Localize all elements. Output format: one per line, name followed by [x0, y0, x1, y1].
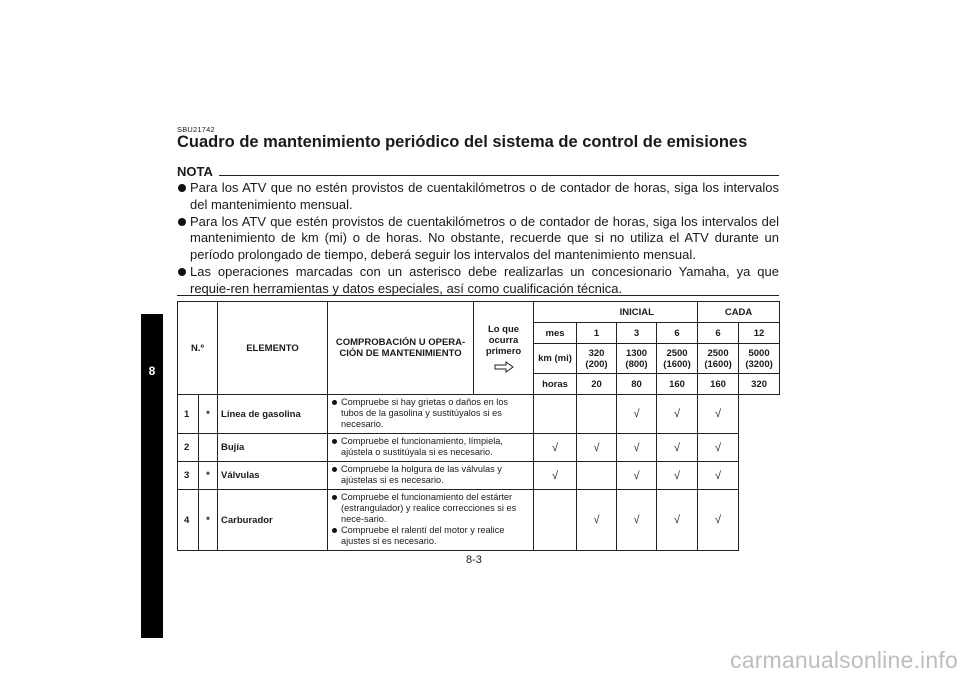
check-mark: √ — [657, 490, 698, 551]
check-mark: √ — [617, 462, 657, 490]
bullet-icon — [178, 268, 186, 276]
nota-item — [177, 214, 779, 264]
chapter-tab — [141, 314, 163, 638]
bullet-icon — [332, 528, 337, 533]
interval-value: 6 — [698, 323, 739, 344]
bullet-icon — [178, 184, 186, 192]
nota-divider — [219, 175, 779, 176]
nota-item — [177, 264, 779, 298]
row-number: 4 — [178, 490, 199, 551]
nota-header — [177, 164, 779, 180]
interval-value: 1 — [577, 323, 617, 344]
check-mark: √ — [698, 462, 739, 490]
bullet-icon — [332, 439, 337, 444]
check-item — [331, 525, 530, 547]
interval-value: 80 — [617, 374, 657, 395]
check-mark: √ — [617, 395, 657, 434]
table-row — [178, 395, 780, 434]
check-mark: √ — [617, 490, 657, 551]
maintenance-table — [177, 301, 780, 551]
interval-value: 12 — [739, 323, 780, 344]
interval-value: 3 — [617, 323, 657, 344]
row-number: 1 — [178, 395, 199, 434]
check-mark: √ — [577, 434, 617, 462]
check-mark — [577, 462, 617, 490]
check-item — [331, 436, 530, 458]
check-text: Compruebe la holgura de las válvulas y ajústelas si es necesario. — [341, 464, 502, 485]
dealer-asterisk — [199, 434, 218, 462]
bullet-icon — [332, 400, 337, 405]
page-number: 8-3 — [466, 554, 482, 566]
interval-value: 5000 (3200) — [739, 344, 780, 374]
bullet-icon — [178, 218, 186, 226]
check-mark: √ — [657, 462, 698, 490]
nota-item — [177, 180, 779, 214]
check-mark — [534, 395, 577, 434]
check-mark: √ — [534, 434, 577, 462]
nota-list — [177, 180, 779, 298]
check-text: Compruebe el ralentí del motor y realice ajustes si es necesario. — [341, 525, 505, 546]
header-every: CADA — [698, 302, 780, 323]
check-mark — [577, 395, 617, 434]
page-title: Cuadro de mantenimiento periódico del sistema de control de emisiones — [177, 133, 748, 151]
nota-end-divider — [177, 295, 779, 296]
bullet-icon — [332, 495, 337, 500]
watermark: carmanualsonline.info — [730, 647, 958, 673]
row-element: Línea de gasolina — [218, 395, 328, 434]
check-mark: √ — [698, 434, 739, 462]
interval-label: km (mi) — [534, 344, 577, 374]
nota-text: Para los ATV que estén provistos de cuentakilómetros o de contador de horas, siga los intervalos del mantenimiento de km (mi) o de horas. No obstante, recuerde que si no utiliza el ATV durante un período prolongado de tiempo, deberá seguir los intervalos del mantenimiento mensual. — [190, 213, 779, 263]
interval-value: 6 — [657, 323, 698, 344]
arrow-right-icon — [494, 361, 514, 373]
chapter-number: 8 — [148, 364, 156, 378]
check-mark: √ — [617, 434, 657, 462]
row-element: Válvulas — [218, 462, 328, 490]
check-item — [331, 492, 530, 525]
check-mark: √ — [698, 490, 739, 551]
header-spacer — [534, 302, 577, 323]
check-text: Compruebe si hay grietas o daños en los tubos de la gasolina y sustitúyalos si es necesario. — [341, 397, 509, 429]
interval-value: 160 — [657, 374, 698, 395]
check-item — [331, 397, 530, 430]
interval-value: 320 — [739, 374, 780, 395]
table-row — [178, 434, 780, 462]
check-mark: √ — [657, 395, 698, 434]
header-element: ELEMENTO — [218, 302, 328, 395]
dealer-asterisk: * — [199, 462, 218, 490]
check-mark: √ — [534, 462, 577, 490]
nota-text: Para los ATV que no estén provistos de cuentakilómetros o de contador de horas, siga los intervalos del mantenimiento mensual. — [190, 180, 779, 212]
table-row — [178, 490, 780, 551]
interval-value: 160 — [698, 374, 739, 395]
check-text: Compruebe el funcionamiento del estárter (estrangulador) y realice correcciones si es nece-sario. — [341, 492, 517, 524]
header-row — [178, 302, 780, 323]
header-first — [474, 302, 534, 395]
header-check: COMPROBACIÓN U OPERA-CIÓN DE MANTENIMIENTO — [328, 302, 474, 395]
header-initial: INICIAL — [577, 302, 698, 323]
header-no: N.º — [178, 302, 218, 395]
interval-value: 2500 (1600) — [657, 344, 698, 374]
row-number: 3 — [178, 462, 199, 490]
check-mark: √ — [657, 434, 698, 462]
nota-text: Las operaciones marcadas con un asterisco debe realizarlas un concesionario Yamaha, ya que requie-ren herramientas y datos especiales, así como cualificación técnica. — [190, 263, 779, 296]
check-item — [331, 464, 530, 486]
interval-value: 320 (200) — [577, 344, 617, 374]
row-checks — [328, 462, 534, 490]
interval-label: mes — [534, 323, 577, 344]
row-checks — [328, 490, 534, 551]
interval-label: horas — [534, 374, 577, 395]
row-number: 2 — [178, 434, 199, 462]
interval-value: 1300 (800) — [617, 344, 657, 374]
dealer-asterisk: * — [199, 490, 218, 551]
row-element: Carburador — [218, 490, 328, 551]
bullet-icon — [332, 467, 337, 472]
check-mark: √ — [698, 395, 739, 434]
interval-value: 2500 (1600) — [698, 344, 739, 374]
interval-value: 20 — [577, 374, 617, 395]
row-checks — [328, 434, 534, 462]
check-mark — [534, 490, 577, 551]
dealer-asterisk: * — [199, 395, 218, 434]
nota-label: NOTA — [177, 164, 213, 179]
section-code: SBU21742 — [177, 125, 215, 134]
check-text: Compruebe el funcionamiento, límpiela, ajústela o sustitúyala si es necesario. — [341, 436, 503, 457]
row-element: Bujía — [218, 434, 328, 462]
check-mark: √ — [577, 490, 617, 551]
row-checks — [328, 395, 534, 434]
table-row — [178, 462, 780, 490]
header-first-label: Lo que ocurra primero — [485, 323, 522, 357]
